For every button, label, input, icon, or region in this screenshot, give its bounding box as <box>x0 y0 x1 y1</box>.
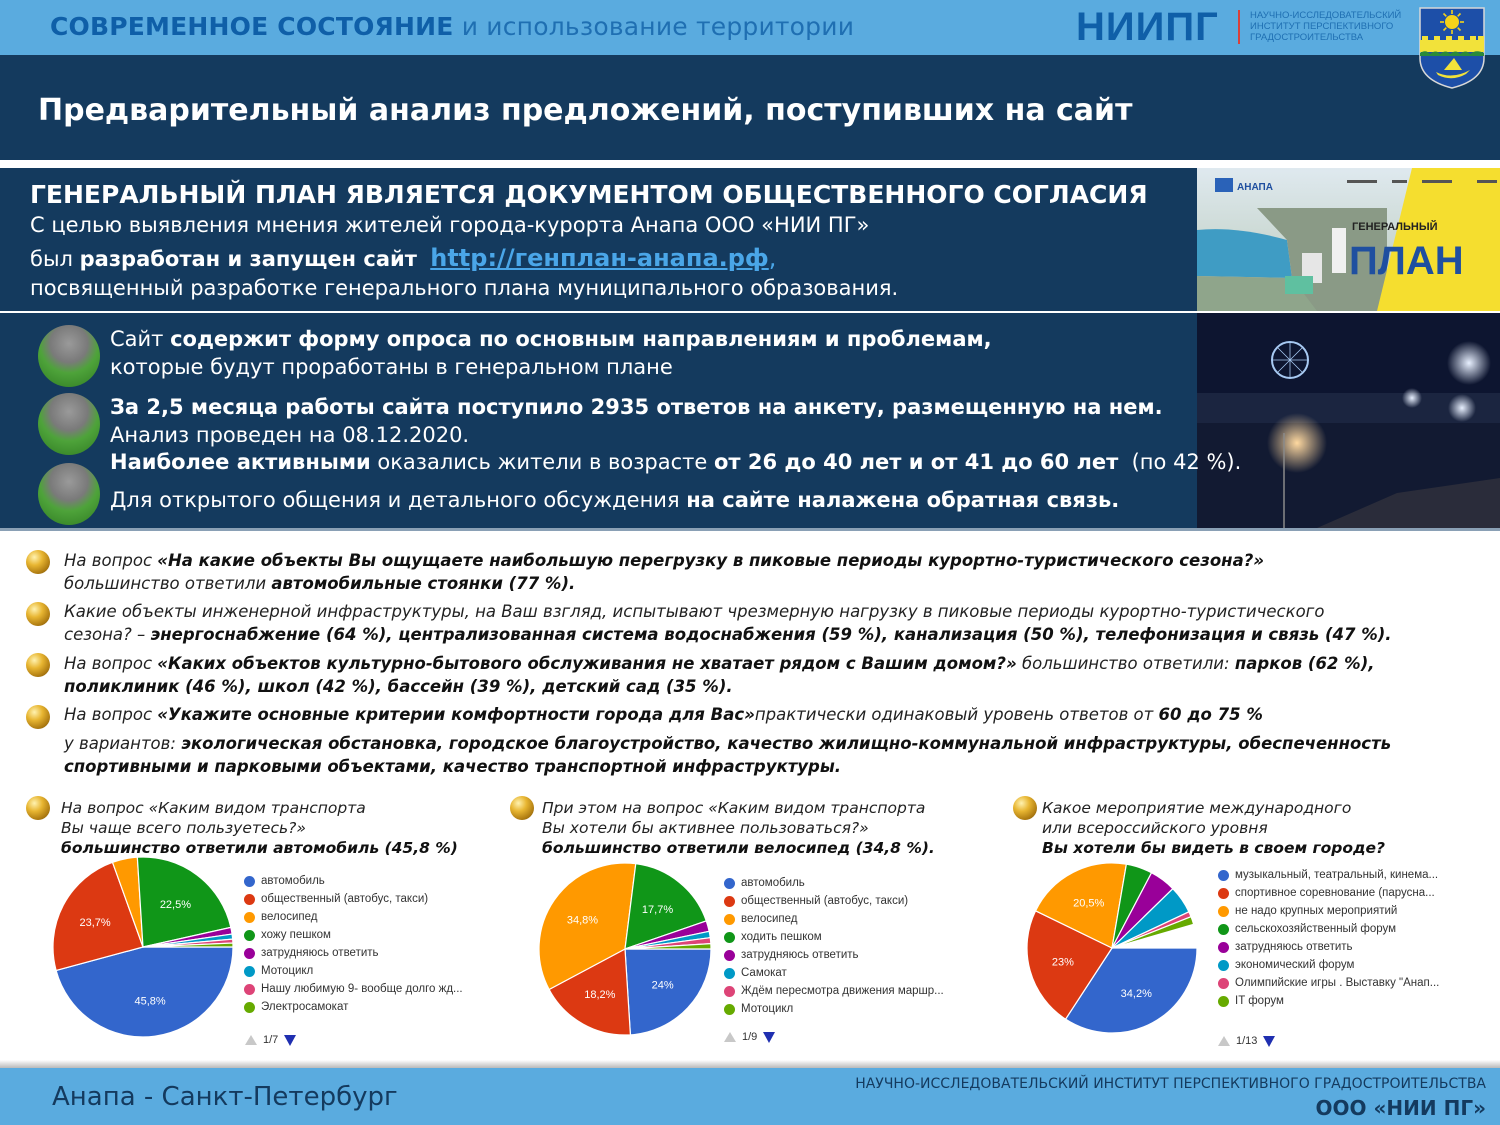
fact-text: (по 42 %). <box>1118 450 1242 474</box>
legend-label: затрудняюсь ответить <box>741 949 859 961</box>
chart-title-line: На вопрос «Каким видом транспорта <box>61 799 366 817</box>
legend-dot-icon <box>244 984 255 995</box>
intro-text: был <box>30 247 80 271</box>
legend-dot-icon <box>1218 996 1229 1007</box>
legend-dot-icon <box>1218 888 1229 899</box>
legend-item <box>1218 884 1439 902</box>
divider-line <box>0 160 1500 168</box>
subtitle-band <box>0 55 1500 160</box>
legend-item <box>724 964 944 982</box>
legend-label: Мотоцикл <box>261 965 314 977</box>
bullet-bold: экологическая обстановка, городское благоустройство, качество жилищно-коммунальной инфраструктуры, обеспеченность <box>181 734 1392 753</box>
fact-text: Сайт <box>110 327 171 351</box>
gold-bullet-icon <box>510 796 534 820</box>
survey-bullet-4-line-1 <box>64 705 1263 724</box>
banner-word-2: ПЛАН <box>1349 239 1464 283</box>
gold-bullet-icon <box>26 796 50 820</box>
pie-data-label: 23,7% <box>79 917 111 930</box>
fact-4 <box>110 488 1119 512</box>
legend-item <box>244 998 463 1016</box>
legend-dot-icon <box>724 986 735 997</box>
intro-bold: разработан и запущен сайт <box>79 247 417 271</box>
legend-label: Ждём пересмотра движения маршр... <box>741 985 944 997</box>
legend-label: Олимпийские игры . Выставку "Анап... <box>1235 977 1440 989</box>
bullet-bold: автомобильные стоянки (77 %). <box>271 574 576 593</box>
chart-2-pager <box>724 1031 775 1043</box>
legend-item <box>724 892 944 910</box>
niipg-logo-subtitle <box>1250 10 1401 43</box>
legend-dot-icon <box>1218 870 1229 881</box>
bullet-text: практически одинаковый уровень ответов от <box>754 705 1159 724</box>
logo-sub-line: НАУЧНО-ИССЛЕДОВАТЕЛЬСКИЙ <box>1250 10 1402 21</box>
gold-bullet-icon <box>26 705 50 729</box>
section-title <box>50 12 854 41</box>
fact-text: Для открытого общения и детального обсуждения <box>110 488 687 512</box>
fact-3 <box>110 450 1241 474</box>
legend-item <box>244 872 463 890</box>
legend-item <box>244 980 463 998</box>
intro-line-3: посвященный разработке генерального плана муниципального образования. <box>30 276 899 300</box>
legend-item <box>244 890 463 908</box>
legend-item <box>724 982 944 1000</box>
legend-dot-icon <box>724 950 735 961</box>
legend-label: ходить пешком <box>741 931 822 943</box>
page-up-icon[interactable] <box>245 1035 257 1045</box>
legend-dot-icon <box>244 948 255 959</box>
chart-title-line: Вы хотели бы активнее пользоваться?» <box>542 819 869 837</box>
footer-institute: НАУЧНО-ИССЛЕДОВАТЕЛЬСКИЙ ИНСТИТУТ ПЕРСПЕКТИВНОГО ГРАДОСТРОИТЕЛЬСТВА <box>855 1076 1486 1092</box>
legend-dot-icon <box>244 912 255 923</box>
page-down-icon[interactable] <box>1263 1036 1275 1047</box>
footer-city: Анапа - Санкт-Петербург <box>52 1082 398 1112</box>
page-down-icon[interactable] <box>284 1035 296 1046</box>
logo-sub-line: ИНСТИТУТ ПЕРСПЕКТИВНОГО <box>1250 21 1394 32</box>
gold-bullet-icon <box>26 653 50 677</box>
legend-item <box>1218 866 1439 884</box>
legend-dot-icon <box>724 878 735 889</box>
fact-1-line-1 <box>110 327 992 351</box>
legend-dot-icon <box>244 1002 255 1013</box>
pie-data-label: 22,5% <box>159 898 192 911</box>
bullet-bold: 60 до 75 % <box>1158 705 1263 724</box>
pie-data-label: 20,5% <box>1073 897 1105 910</box>
legend-dot-icon <box>724 914 735 925</box>
legend-label: велосипед <box>261 911 318 923</box>
legend-item <box>244 908 463 926</box>
chart-title-line: При этом на вопрос «Каким видом транспорта <box>542 799 926 817</box>
page-up-icon[interactable] <box>724 1032 736 1042</box>
pager-text: 1/9 <box>742 1031 758 1043</box>
survey-bullet-3-line-2 <box>64 677 733 696</box>
legend-dot-icon <box>244 876 255 887</box>
bullet-bold: «Укажите основные критерии комфортности города для Вас» <box>157 705 755 724</box>
intro-line-1: С целью выявления мнения жителей города-курорта Анапа ООО «НИИ ПГ» <box>30 213 870 237</box>
legend-dot-icon <box>724 1004 735 1015</box>
transport-used-pie-chart <box>52 856 234 1038</box>
gold-bullet-icon <box>26 550 50 574</box>
chart-3-legend <box>1218 866 1439 1010</box>
legend-label: не надо крупных мероприятий <box>1235 905 1398 917</box>
bullet-bold: поликлиник (46 %), школ (42 %), бассейн (39 %), детский сад (35 %). <box>64 677 733 696</box>
transport-wanted-pie-chart <box>538 862 712 1036</box>
fact-bold: от 26 до 40 лет и от 41 до 60 лет <box>713 450 1119 474</box>
survey-bullet-4-line-3 <box>64 757 841 776</box>
fact-text: оказались жители в возрасте <box>370 450 714 474</box>
pager-text: 1/13 <box>1236 1035 1258 1047</box>
survey-bullet-1-line-1 <box>64 551 1264 570</box>
legend-label: автомобиль <box>261 875 325 887</box>
legend-item <box>244 962 463 980</box>
pie-data-label: 34,8% <box>566 914 599 927</box>
legend-dot-icon <box>1218 924 1229 935</box>
intro-punct: , <box>768 244 777 272</box>
city-globe-icon <box>38 393 100 455</box>
legend-label: затрудняюсь ответить <box>1235 941 1353 953</box>
legend-label: общественный (автобус, такси) <box>741 895 909 907</box>
legend-label: музыкальный, театральный, кинема... <box>1235 869 1439 881</box>
section-title-bold: СОВРЕМЕННОЕ СОСТОЯНИЕ <box>50 12 454 41</box>
legend-label: спортивное соревнование (парусна... <box>1235 887 1435 899</box>
legend-label: общественный (автобус, такси) <box>261 893 429 905</box>
pie-data-label: 17,7% <box>641 903 674 916</box>
chart-2-question <box>542 798 935 858</box>
survey-bullet-3-line-1 <box>64 654 1375 673</box>
footer-org: ООО «НИИ ПГ» <box>1315 1096 1486 1120</box>
survey-bullet-1-line-2 <box>64 574 575 593</box>
legend-item <box>1218 974 1439 992</box>
bullet-text: у вариантов: <box>64 734 182 753</box>
chart-1-legend <box>244 872 463 1016</box>
chart-1-pager <box>245 1034 296 1046</box>
chart-summary: большинство ответили велосипед (34,8 %). <box>542 839 935 857</box>
legend-label: затрудняюсь ответить <box>261 947 379 959</box>
intro-panel <box>0 168 1197 311</box>
fact-2-line-2: Анализ проведен на 08.12.2020. <box>110 423 470 447</box>
page-down-icon[interactable] <box>763 1032 775 1043</box>
pie-data-label: 45,8% <box>134 995 166 1008</box>
chart-3-question <box>1042 798 1385 858</box>
legend-item <box>244 926 463 944</box>
legend-dot-icon <box>724 932 735 943</box>
events-pie-chart <box>1026 862 1198 1034</box>
chart-title-line: или всероссийского уровня <box>1042 819 1268 837</box>
legend-item <box>724 946 944 964</box>
panel-bottom-border <box>0 528 1500 531</box>
chart-3-pager <box>1218 1035 1275 1047</box>
chart-title-line: Вы чаще всего пользуетесь?» <box>61 819 306 837</box>
fact-bold: на сайте налажена обратная связь. <box>686 488 1120 512</box>
legend-dot-icon <box>724 896 735 907</box>
pie-data-label: 24% <box>651 979 674 992</box>
legend-item <box>724 910 944 928</box>
legend-item <box>244 944 463 962</box>
bullet-text: На вопрос <box>64 551 158 570</box>
banner-word-1: ГЕНЕРАЛЬНЫЙ <box>1352 221 1438 233</box>
legend-dot-icon <box>244 930 255 941</box>
city-globe-icon <box>38 325 100 387</box>
banner-city-text: АНАПА <box>1237 182 1273 193</box>
pager-text: 1/7 <box>263 1034 279 1046</box>
top-bar <box>0 0 1500 55</box>
legend-item <box>1218 992 1439 1010</box>
page-title: Предварительный анализ предложений, поступивших на сайт <box>38 93 1133 128</box>
legend-dot-icon <box>1218 978 1229 989</box>
legend-dot-icon <box>1218 960 1229 971</box>
legend-label: IT форум <box>1235 995 1284 1007</box>
bullet-bold: спортивными и парковыми объектами, качество транспортной инфраструктуры. <box>64 757 842 776</box>
bullet-text: На вопрос <box>64 654 158 673</box>
chart-summary: большинство ответили автомобиль (45,8 %) <box>61 839 458 857</box>
legend-item <box>1218 902 1439 920</box>
intro-line-2 <box>30 244 776 272</box>
legend-label: Самокат <box>741 967 787 979</box>
chart-1-question <box>61 798 458 858</box>
legend-item <box>724 874 944 892</box>
legend-dot-icon <box>244 894 255 905</box>
bullet-bold: энергоснабжение (64 %), централизованная система водоснабжения (59 %), канализация (50 %), телефонизация и связь (47 %). <box>150 625 1392 644</box>
footer <box>0 1068 1500 1125</box>
legend-item <box>1218 938 1439 956</box>
fact-2-line-1: За 2,5 месяца работы сайта поступило 2935 ответов на анкету, размещенную на нем. <box>110 395 1163 419</box>
legend-dot-icon <box>1218 906 1229 917</box>
legend-dot-icon <box>1218 942 1229 953</box>
logo-sub-line: ГРАДОСТРОИТЕЛЬСТВА <box>1250 32 1364 43</box>
bullet-text: На вопрос <box>64 705 158 724</box>
legend-dot-icon <box>724 968 735 979</box>
website-banner-image <box>1197 168 1500 311</box>
pie-data-label: 34,2% <box>1120 987 1152 1000</box>
bullet-bold: «На какие объекты Вы ощущаете наибольшую перегрузку в пиковые периоды курортно-туристического сезона?» <box>157 551 1264 570</box>
site-link[interactable]: http://генплан-анапа.рф <box>430 244 769 272</box>
legend-item <box>1218 920 1439 938</box>
city-globe-icon <box>38 463 100 525</box>
fact-1-line-2: которые будут проработаны в генеральном плане <box>110 355 673 379</box>
legend-item <box>724 928 944 946</box>
chart-summary: Вы хотели бы видеть в своем городе? <box>1042 839 1386 857</box>
legend-item <box>724 1000 944 1018</box>
chart-title-line: Какое мероприятие международного <box>1042 799 1352 817</box>
legend-label: велосипед <box>741 913 798 925</box>
pie-data-label: 18,2% <box>584 989 616 1002</box>
legend-label: Нашу любимую 9- вообще долго жд... <box>261 983 463 995</box>
legend-label: автомобиль <box>741 877 805 889</box>
bullet-bold: «Каких объектов культурно-бытового обслуживания не хватает рядом с Вашим домом?» <box>157 654 1017 673</box>
legend-label: экономический форум <box>1235 959 1355 971</box>
bullet-text: большинство ответили <box>64 574 272 593</box>
gold-bullet-icon <box>1013 796 1037 820</box>
pie-data-label: 23% <box>1051 956 1074 969</box>
section-title-light: и использование территории <box>461 12 855 41</box>
legend-label: хожу пешком <box>261 929 331 941</box>
legend-label: Мотоцикл <box>741 1003 794 1015</box>
bullet-text: сезона? – <box>64 625 151 644</box>
legend-dot-icon <box>244 966 255 977</box>
niipg-logo: НИИПГ <box>1076 5 1219 49</box>
intro-heading: ГЕНЕРАЛЬНЫЙ ПЛАН ЯВЛЯЕТСЯ ДОКУМЕНТОМ ОБЩЕСТВЕННОГО СОГЛАСИЯ <box>30 180 1148 209</box>
survey-bullet-4-line-2 <box>64 734 1391 753</box>
page-up-icon[interactable] <box>1218 1036 1230 1046</box>
fact-bold: содержит форму опроса по основным направлениям и проблемам, <box>170 327 992 351</box>
legend-item <box>1218 956 1439 974</box>
night-city-photo <box>1197 313 1500 528</box>
pie-slice-1 <box>625 949 711 1035</box>
legend-label: сельскохозяйственный форум <box>1235 923 1397 935</box>
logo-divider <box>1238 10 1240 44</box>
chart-2-legend <box>724 874 944 1018</box>
survey-bullet-2-line-1: Какие объекты инженерной инфраструктуры, на Ваш взгляд, испытывают чрезмерную нагрузку в пиковые периоды курортно-туристического <box>64 602 1325 621</box>
legend-label: Электросамокат <box>261 1001 349 1013</box>
gold-bullet-icon <box>26 602 50 626</box>
fact-bold: Наиболее активными <box>110 450 371 474</box>
bullet-bold: парков (62 %), <box>1234 654 1375 673</box>
anapa-coat-of-arms-icon <box>1418 6 1486 90</box>
survey-bullet-2-line-2 <box>64 625 1392 644</box>
bullet-text: большинство ответили: <box>1016 654 1235 673</box>
